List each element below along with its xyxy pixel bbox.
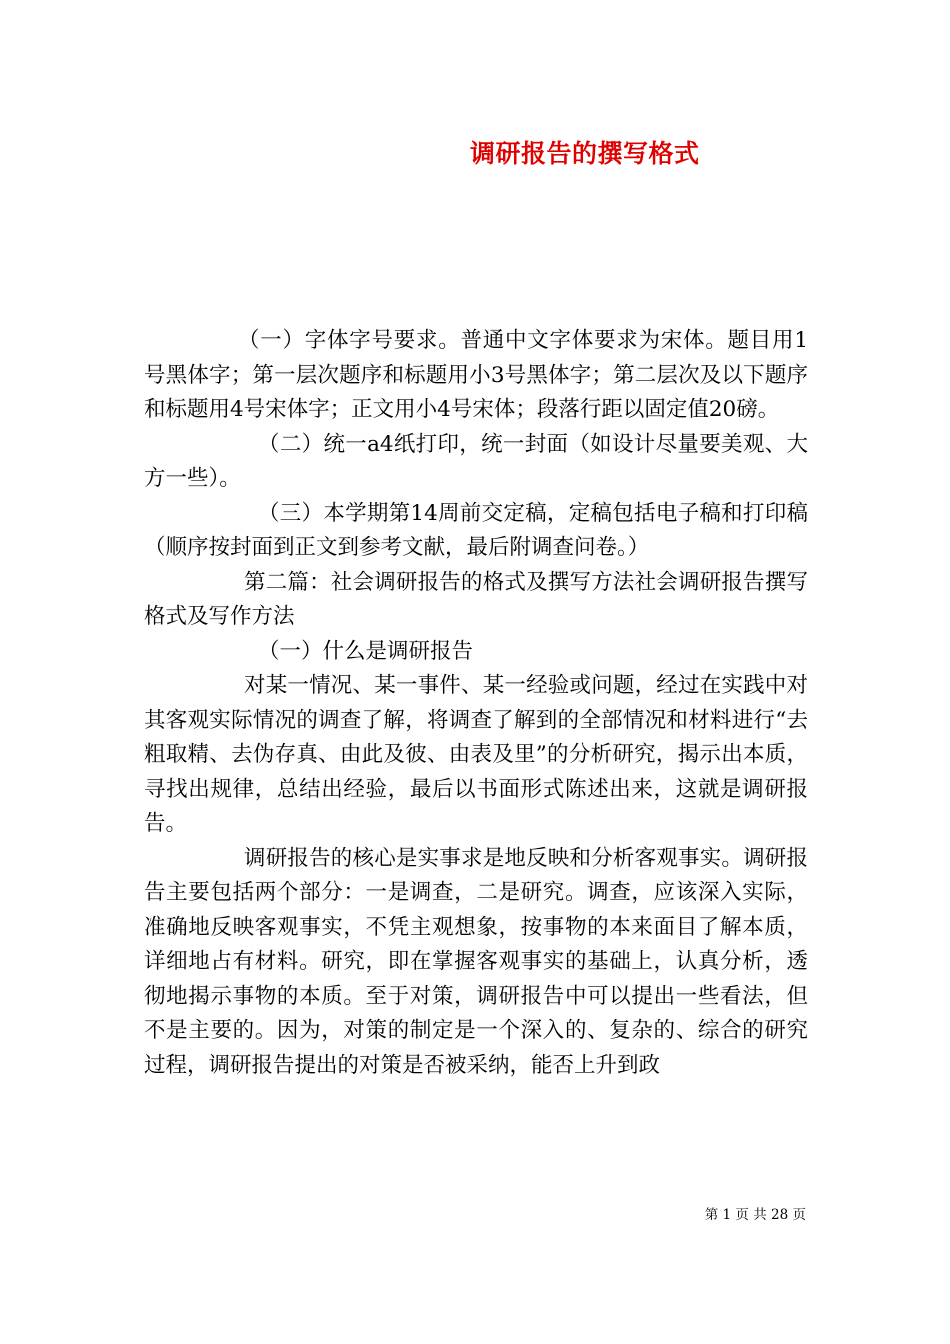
paragraph-deadline: （三）本学期第14周前交定稿，定稿包括电子稿和打印稿（顺序按封面到正文到参考文献，最后附调查问卷。）	[144, 500, 808, 560]
section-heading-second-article: 第二篇：社会调研报告的格式及撰写方法社会调研报告撰写格式及写作方法	[144, 569, 808, 629]
paragraph-definition: 对某一情况、某一事件、某一经验或问题，经过在实践中对其客观实际情况的调查了解，将调查了解到的全部情况和材料进行“去粗取精、去伪存真、由此及彼、由表及里”的分析研究，揭示出本质，寻找出规律，总结出经验，最后以书面形式陈述出来，这就是调研报告。	[144, 673, 808, 836]
document-body	[144, 324, 808, 1083]
page-number-footer: 第 1 页 共 28 页	[704, 1207, 806, 1223]
paragraph-core: 调研报告的核心是实事求是地反映和分析客观事实。调研报告主要包括两个部分：一是调查，二是研究。调查，应该深入实际，准确地反映客观事实，不凭主观想象，按事物的本来面目了解本质，详细地占有材料。研究，即在掌握客观事实的基础上，认真分析，透彻地揭示事物的本质。至于对策，调研报告中可以提出一些看法，但不是主要的。因为，对策的制定是一个深入的、复杂的、综合的研究过程，调研报告提出的对策是否被采纳，能否上升到政	[144, 845, 808, 1078]
page-title: 调研报告的撰写格式	[470, 139, 700, 168]
paragraph-font-requirements: （一）字体字号要求。普通中文字体要求为宋体。题目用1号黑体字；第一层次题序和标题用小3号黑体字；第二层次及以下题序和标题用4号宋体字；正文用小4号宋体；段落行距以固定值20磅。	[144, 328, 808, 422]
subheading-what-is-report: （一）什么是调研报告	[258, 638, 474, 664]
paragraph-printing: （二）统一a4纸打印，统一封面（如设计尽量要美观、大方一些）。	[144, 431, 808, 491]
